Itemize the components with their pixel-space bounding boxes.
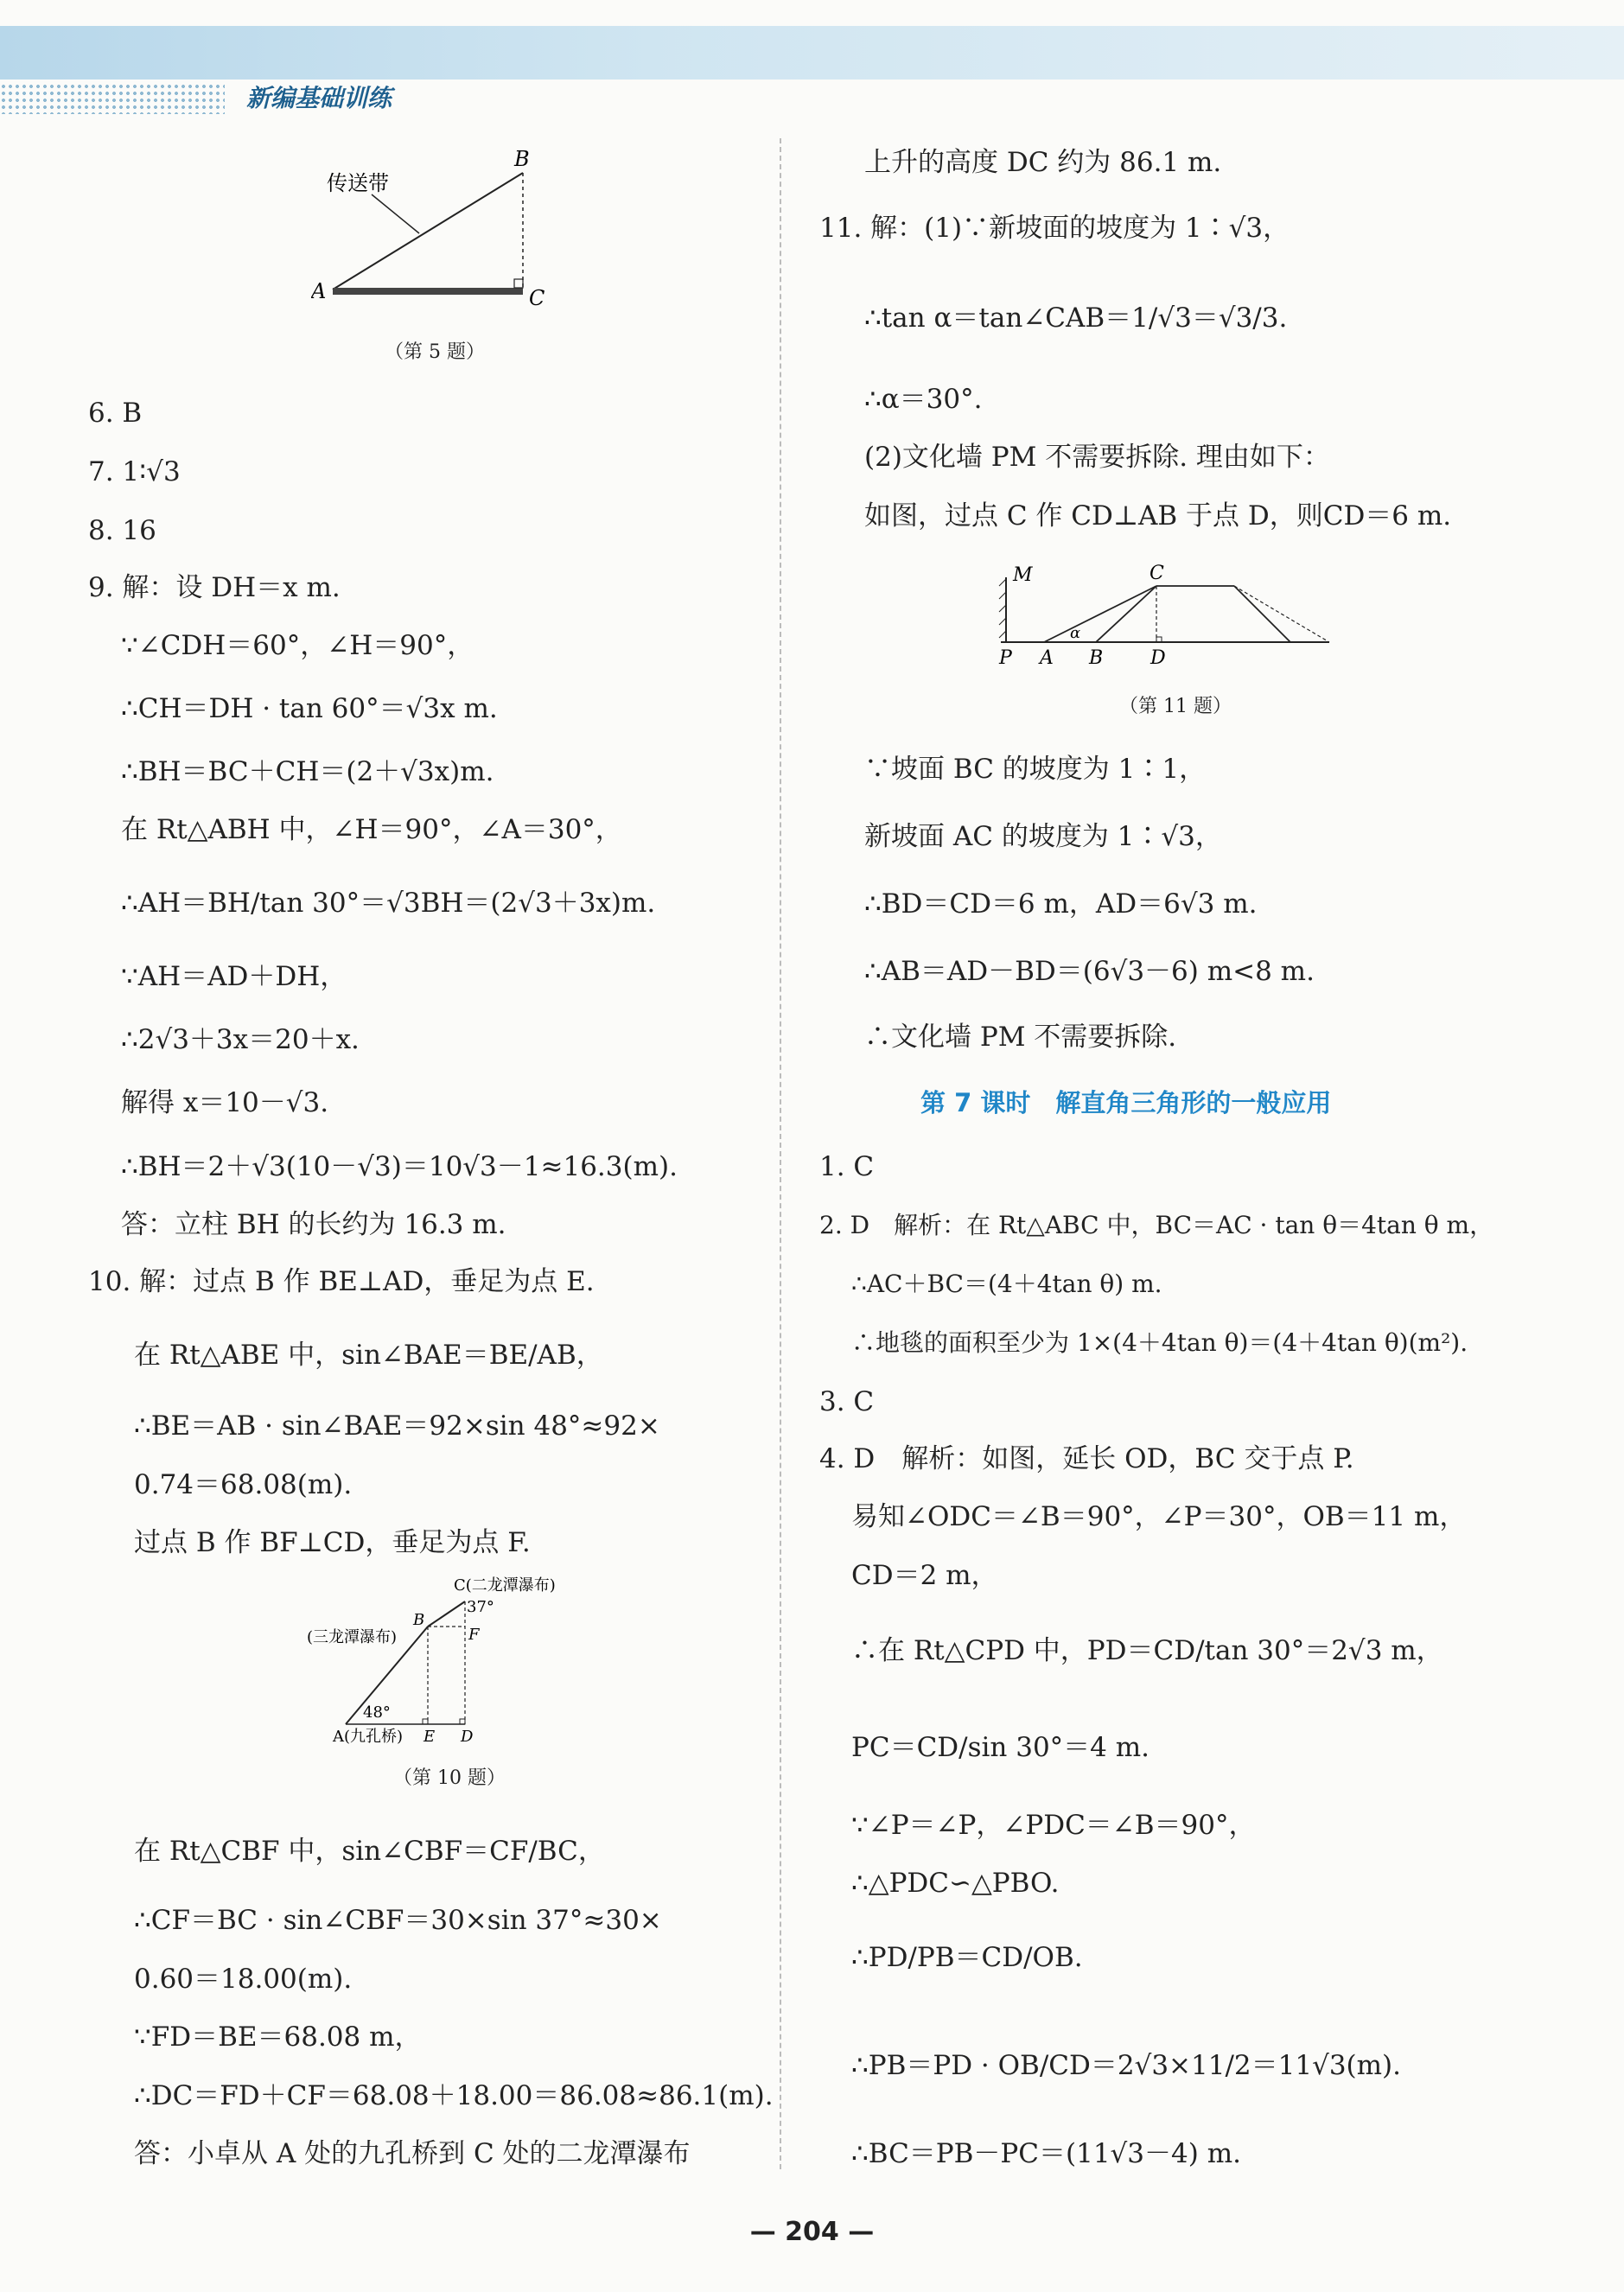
left-line: 解得 x＝10－√3. <box>121 1087 329 1118</box>
left-line: ∴AH＝BH/tan 30°＝√3BH＝(2√3＋3x)m. <box>121 888 656 919</box>
right-line: ∴文化墙 PM 不需要拆除. <box>864 1022 1177 1053</box>
right-line: ∵坡面 BC 的坡度为 1∶1， <box>864 754 1207 785</box>
right-line-1: 1. C <box>819 1151 875 1182</box>
right-line: ∴在 Rt△CPD 中，PD＝CD/tan 30°＝2√3 m， <box>851 1635 1443 1666</box>
right-line-4: 4. D 解析：如图，延长 OD，BC 交于点 P. <box>819 1443 1354 1474</box>
fig5-label-C: C <box>529 286 545 310</box>
fig5-label-A: A <box>311 279 327 303</box>
header-dot-pattern <box>0 83 225 114</box>
right-line: ∴tan α＝tan∠CAB＝1/√3＝√3/3. <box>864 302 1288 334</box>
left-line: ∴BE＝AB · sin∠BAE＝92×sin 48°≈92× <box>134 1410 660 1442</box>
right-line: 新坡面 AC 的坡度为 1∶√3， <box>864 821 1222 852</box>
right-line: PC＝CD/sin 30°＝4 m. <box>851 1732 1150 1763</box>
right-line: ∴AC＋BC＝(4＋4tan θ) m. <box>851 1270 1162 1298</box>
left-line: 在 Rt△ABH 中，∠H＝90°，∠A＝30°， <box>121 814 622 845</box>
right-line: ∴α＝30°. <box>864 384 983 415</box>
fig10-label-sanlong: (三龙潭瀑布) <box>307 1628 398 1646</box>
left-line: 在 Rt△CBF 中，sin∠CBF＝CF/BC， <box>134 1836 605 1867</box>
left-line: 答：小卓从 A 处的九孔桥到 C 处的二龙潭瀑布 <box>134 2138 691 2169</box>
fig10-label-C: C(二龙潭瀑布) <box>454 1576 556 1595</box>
fig11-label-alpha: α <box>1070 624 1081 642</box>
left-line-8: 8. 16 <box>88 515 156 546</box>
right-line: ∴BC＝PB－PC＝(11√3－4) m. <box>851 2138 1241 2169</box>
fig10-label-48: 48° <box>363 1703 391 1722</box>
left-line-10: 10. 解：过点 B 作 BE⊥AD，垂足为点 E. <box>88 1266 595 1297</box>
right-line: ∴△PDC∽△PBO. <box>851 1868 1060 1899</box>
left-line: 0.60＝18.00(m). <box>134 1964 353 1995</box>
left-line: ∴BH＝2＋√3(10－√3)＝10√3－1≈16.3(m). <box>121 1151 678 1182</box>
left-line: 过点 B 作 BF⊥CD，垂足为点 F. <box>134 1527 531 1558</box>
fig11-label-D: D <box>1150 647 1166 669</box>
fig5-label-belt: 传送带 <box>327 171 389 195</box>
fig10-label-F: F <box>468 1626 480 1644</box>
page-header-band <box>0 26 1624 80</box>
figure-11-diagram <box>992 560 1355 672</box>
fig10-label-B: B <box>413 1611 425 1629</box>
right-line: ∴AB＝AD－BD＝(6√3－6) m<8 m. <box>864 956 1315 987</box>
right-line: CD＝2 m， <box>851 1560 998 1591</box>
right-line: ∴PB＝PD · OB/CD＝2√3×11/2＝11√3(m). <box>851 2050 1401 2081</box>
fig11-label-A: A <box>1040 647 1054 669</box>
left-line: ∵FD＝BE＝68.08 m， <box>134 2021 422 2053</box>
right-line: ∴BD＝CD＝6 m，AD＝6√3 m. <box>864 888 1258 920</box>
left-line: ∴CF＝BC · sin∠CBF＝30×sin 37°≈30× <box>134 1905 662 1936</box>
fig5-caption: （第 5 题） <box>385 341 485 363</box>
right-line-11: 11. 解：(1)∵新坡面的坡度为 1∶√3， <box>819 213 1290 244</box>
right-line: (2)文化墙 PM 不需要拆除. 理由如下： <box>864 442 1330 473</box>
right-line: 如图，过点 C 作 CD⊥AB 于点 D，则CD＝6 m. <box>864 500 1452 532</box>
fig10-label-D: D <box>461 1728 474 1746</box>
fig11-label-M: M <box>1013 564 1033 586</box>
right-line: 易知∠ODC＝∠B＝90°，∠P＝30°，OB＝11 m， <box>851 1501 1467 1532</box>
fig11-caption: （第 11 题） <box>1119 696 1232 717</box>
fig10-caption: （第 10 题） <box>393 1767 506 1789</box>
left-line: ∵AH＝AD＋DH， <box>121 961 347 992</box>
column-divider <box>780 138 781 2169</box>
left-line-6: 6. B <box>88 398 143 429</box>
left-line: 0.74＝68.08(m). <box>134 1469 353 1500</box>
fig11-label-C: C <box>1150 563 1164 584</box>
fig10-label-37: 37° <box>467 1598 494 1616</box>
section-title: 第 7 课时 解直角三角形的一般应用 <box>920 1088 1332 1117</box>
left-line: ∴BH＝BC＋CH＝(2＋√3x)m. <box>121 756 494 787</box>
fig11-label-P: P <box>999 647 1012 669</box>
left-line-9: 9. 解：设 DH＝x m. <box>88 572 341 603</box>
fig10-label-E: E <box>424 1728 436 1746</box>
left-line: ∴2√3＋3x＝20＋x. <box>121 1024 360 1055</box>
right-line: 上升的高度 DC 约为 86.1 m. <box>864 147 1222 178</box>
left-line: ∴CH＝DH · tan 60°＝√3x m. <box>121 693 498 724</box>
right-line: ∴PD/PB＝CD/OB. <box>851 1942 1083 1973</box>
left-line: 在 Rt△ABE 中，sin∠BAE＝BE/AB， <box>134 1340 603 1371</box>
left-line: 答：立柱 BH 的长约为 16.3 m. <box>121 1209 506 1240</box>
right-line: ∵∠P＝∠P，∠PDC＝∠B＝90°， <box>851 1810 1256 1841</box>
right-line-2: 2. D 解析：在 Rt△ABC 中，BC＝AC · tan θ＝4tan θ m， <box>819 1211 1494 1239</box>
page-number: — 204 — <box>749 2217 875 2247</box>
left-line: ∵∠CDH＝60°，∠H＝90°， <box>121 630 474 661</box>
figure-5-diagram <box>311 147 562 320</box>
figure-10-diagram <box>303 1569 588 1750</box>
right-line-3: 3. C <box>819 1386 875 1417</box>
book-title: 新编基础训练 <box>246 84 392 112</box>
fig11-label-B: B <box>1089 647 1104 669</box>
left-line-7: 7. 1∶√3 <box>88 456 181 487</box>
right-line: ∴地毯的面积至少为 1×(4＋4tan θ)＝(4＋4tan θ)(m²). <box>851 1328 1468 1357</box>
fig10-label-A: A(九孔桥) <box>333 1728 404 1746</box>
fig5-label-B: B <box>514 147 530 171</box>
left-line: ∴DC＝FD＋CF＝68.08＋18.00＝86.08≈86.1(m). <box>134 2080 774 2111</box>
